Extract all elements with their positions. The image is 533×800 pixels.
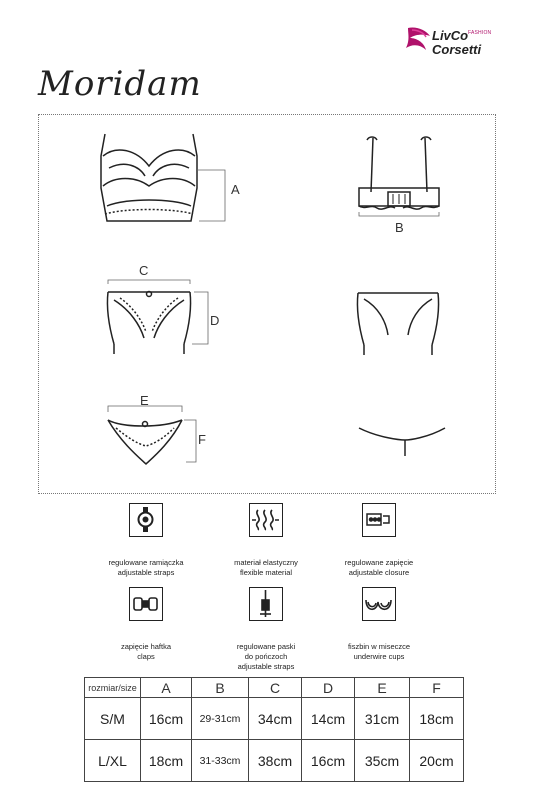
header-e: E bbox=[355, 678, 410, 698]
cell: 18cm bbox=[141, 740, 192, 782]
thong-back-drawing bbox=[355, 420, 450, 460]
feature-adjustable-straps: regulowane ramiączka adjustable straps bbox=[108, 558, 184, 577]
cell: 20cm bbox=[410, 740, 464, 782]
size-table bbox=[84, 677, 464, 782]
brand-logo bbox=[404, 22, 514, 72]
cell: 29-31cm bbox=[192, 698, 249, 740]
header-c: C bbox=[249, 678, 302, 698]
garter-belt-front-drawing bbox=[100, 270, 220, 360]
adjustable-closure-icon bbox=[362, 503, 396, 537]
dimension-label-d: D bbox=[210, 313, 220, 328]
feature-adjustable-closure: regulowane zapięcie adjustable closure bbox=[344, 558, 414, 577]
feature-underwire-cups: fiszbin w miseczce underwire cups bbox=[347, 642, 411, 661]
header-b: B bbox=[192, 678, 249, 698]
feature-garter-straps: regulowane paski do pończoch adjustable straps bbox=[236, 642, 296, 671]
cell: 16cm bbox=[302, 740, 355, 782]
bra-back-drawing bbox=[355, 132, 445, 222]
underwire-cups-icon bbox=[362, 587, 396, 621]
product-title: Moridam bbox=[38, 64, 202, 104]
header-f: F bbox=[410, 678, 464, 698]
dimension-label-b: B bbox=[395, 220, 404, 235]
cell: 16cm bbox=[141, 698, 192, 740]
hook-clasp-icon bbox=[129, 587, 163, 621]
dimension-label-e: E bbox=[140, 393, 149, 408]
feature-claps: zapięcie haftka claps bbox=[120, 642, 172, 661]
cell: 31cm bbox=[355, 698, 410, 740]
cell: 18cm bbox=[410, 698, 464, 740]
brand-name-livco: LivCo bbox=[432, 28, 469, 43]
header-d: D bbox=[302, 678, 355, 698]
header-size: rozmiar/size bbox=[85, 678, 141, 698]
table-row bbox=[85, 698, 464, 740]
adjustable-strap-icon bbox=[129, 503, 163, 537]
cell: 31-33cm bbox=[192, 740, 249, 782]
brand-fashion: FASHION bbox=[468, 30, 492, 36]
cell: 35cm bbox=[355, 740, 410, 782]
table-row bbox=[85, 740, 464, 782]
size-table-header bbox=[85, 678, 464, 698]
dimension-label-c: C bbox=[139, 263, 149, 278]
cell: 14cm bbox=[302, 698, 355, 740]
bra-front-drawing bbox=[95, 126, 240, 236]
cell: 34cm bbox=[249, 698, 302, 740]
garter-belt-back-drawing bbox=[350, 285, 450, 360]
dimension-label-a: A bbox=[231, 182, 240, 197]
elastic-material-icon bbox=[249, 503, 283, 537]
cell: 38cm bbox=[249, 740, 302, 782]
feature-flexible-material: materiał elastyczny flexible material bbox=[234, 558, 298, 577]
brand-name-corsetti: Corsetti bbox=[432, 42, 482, 57]
size-label-lxl: L/XL bbox=[85, 740, 141, 782]
header-a: A bbox=[141, 678, 192, 698]
size-label-sm: S/M bbox=[85, 698, 141, 740]
thong-front-drawing bbox=[102, 398, 212, 468]
dimension-label-f: F bbox=[198, 432, 206, 447]
brand-swirl-icon bbox=[404, 24, 434, 58]
garter-strap-icon bbox=[249, 587, 283, 621]
